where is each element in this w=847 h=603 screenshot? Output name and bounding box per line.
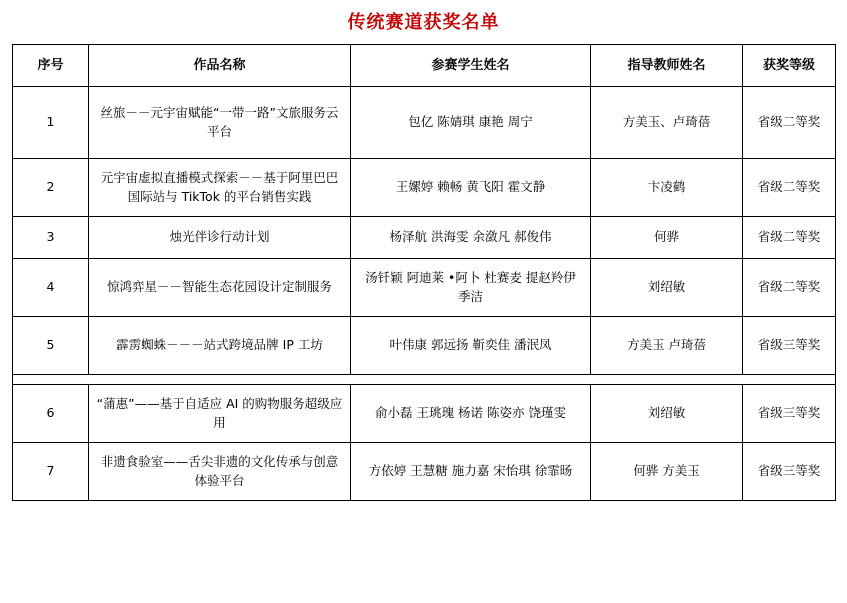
table-row [13, 443, 836, 501]
table-body [13, 87, 836, 501]
cell-teachers: 卞凌鹤 [591, 159, 743, 217]
cell-teachers: 方美玉 卢琦蓓 [591, 317, 743, 375]
cell-students: 王嫘婷 赖畅 黄飞阳 霍文静 [351, 159, 591, 217]
cell-level: 省级三等奖 [743, 443, 836, 501]
cell-no: 4 [13, 259, 89, 317]
page-title: 传统赛道获奖名单 [347, 12, 500, 33]
cell-work: 丝旅－－元宇宙赋能“一带一路”文旅服务云平台 [89, 87, 351, 159]
table-row [13, 259, 836, 317]
table-row [13, 159, 836, 217]
page-break-spacer [13, 375, 836, 385]
cell-students: 俞小磊 王珧瑰 杨诺 陈姿亦 饶瑾雯 [351, 385, 591, 443]
cell-no: 7 [13, 443, 89, 501]
column-header-students: 参赛学生姓名 [351, 45, 591, 87]
cell-teachers: 方美玉、卢琦蓓 [591, 87, 743, 159]
cell-level: 省级二等奖 [743, 259, 836, 317]
award-list-table [12, 44, 836, 501]
cell-students: 杨泽航 洪海雯 余潋凡 郝俊伟 [351, 217, 591, 259]
cell-work: 惊鸿弈星－－智能生态花园设计定制服务 [89, 259, 351, 317]
cell-teachers: 何骅 [591, 217, 743, 259]
column-header-level: 获奖等级 [743, 45, 836, 87]
table-container [0, 44, 847, 501]
column-header-work: 作品名称 [89, 45, 351, 87]
column-header-no: 序号 [13, 45, 89, 87]
cell-no: 5 [13, 317, 89, 375]
table-row [13, 385, 836, 443]
cell-students: 包亿 陈婧琪 康艳 周宁 [351, 87, 591, 159]
cell-students: 叶伟康 郭远扬 靳奕佳 潘泯凤 [351, 317, 591, 375]
table-header [13, 45, 836, 87]
cell-teachers: 刘绍敏 [591, 385, 743, 443]
cell-work: 非遗食验室——舌尖非遗的文化传承与创意体验平台 [89, 443, 351, 501]
cell-level: 省级二等奖 [743, 159, 836, 217]
cell-no: 2 [13, 159, 89, 217]
cell-level: 省级二等奖 [743, 87, 836, 159]
cell-teachers: 何骅 方美玉 [591, 443, 743, 501]
cell-no: 3 [13, 217, 89, 259]
table-header-row [13, 45, 836, 87]
cell-level: 省级三等奖 [743, 317, 836, 375]
cell-work: 霹雳蜘蛛－－－站式跨境品牌 IP 工坊 [89, 317, 351, 375]
column-header-teachers: 指导教师姓名 [591, 45, 743, 87]
cell-students: 汤钎颖 阿迪莱 •阿卜 杜赛麦 提赵羚伊 季洁 [351, 259, 591, 317]
table-row [13, 217, 836, 259]
cell-students: 方依婷 王慧糖 施力嘉 宋怡琪 徐霏旸 [351, 443, 591, 501]
cell-work: 元宇宙虚拟直播模式探索－－基于阿里巴巴国际站与 TikTok 的平台销售实践 [89, 159, 351, 217]
table-row [13, 87, 836, 159]
cell-level: 省级二等奖 [743, 217, 836, 259]
table-row [13, 317, 836, 375]
cell-level: 省级三等奖 [743, 385, 836, 443]
cell-work: 烛光伴诊行动计划 [89, 217, 351, 259]
table-page-break-row [13, 375, 836, 385]
cell-no: 6 [13, 385, 89, 443]
cell-no: 1 [13, 87, 89, 159]
cell-teachers: 刘绍敏 [591, 259, 743, 317]
cell-work: “蒲惠”——基于自适应 AI 的购物服务超级应用 [89, 385, 351, 443]
